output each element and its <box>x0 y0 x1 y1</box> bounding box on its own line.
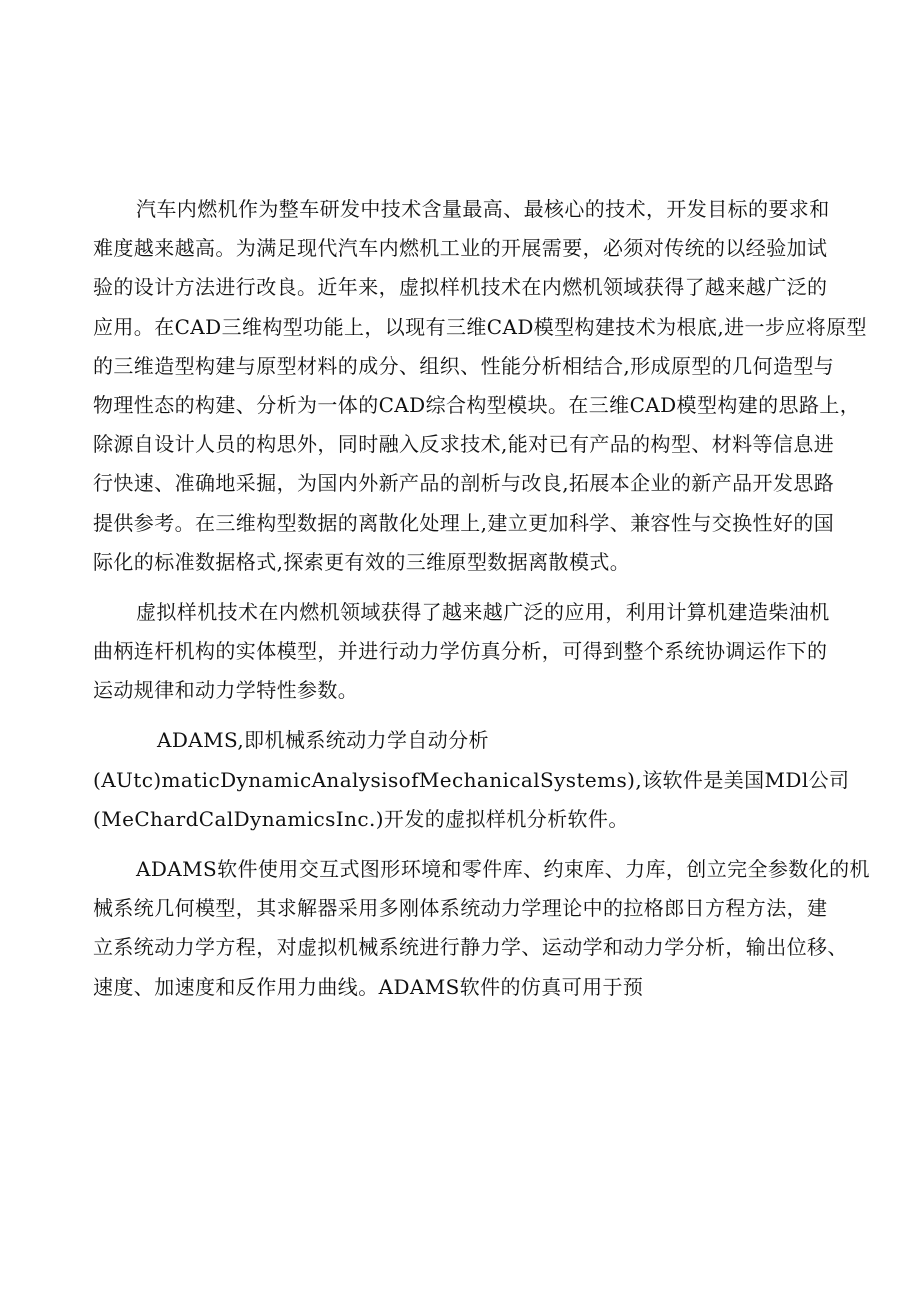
paragraph-1 <box>93 190 867 582</box>
paragraph-line: 汽车内燃机作为整车研发中技术含量最高、最核心的技术，开发目标的要求和 <box>136 197 830 221</box>
paragraph-2 <box>93 593 833 711</box>
paragraph-line: (MeChardCalDynamicsInc.)开发的虚拟样机分析软件。 <box>93 806 629 831</box>
paragraph-line: 应用。在CAD三维构型功能上，以现有三维CAD模型构建技术为根底,进一步应将原型 <box>93 314 867 339</box>
paragraph-line: 提供参考。在三维构型数据的离散化处理上,建立更加科学、兼容性与交换性好的国 <box>93 510 835 535</box>
paragraph-spacer <box>93 710 833 721</box>
document-body <box>93 190 870 1007</box>
paragraph-line: ADAMS软件使用交互式图形环境和零件库、约束库、力库，创立完全参数化的机 <box>136 857 870 881</box>
paragraph-line: 的三维造型构建与原型材料的成分、组织、性能分析相结合,形成原型的几何造型与 <box>93 353 835 378</box>
paragraph-line: 运动规律和动力学特性参数。 <box>93 678 359 703</box>
paragraph-4 <box>93 850 870 1007</box>
paragraph-line: 验的设计方法进行改良。近年来，虚拟样机技术在内燃机领域获得了越来越广泛的 <box>93 275 828 300</box>
paragraph-line: 除源自设计人员的构思外，同时融入反求技术,能对已有产品的构型、材料等信息进 <box>93 432 835 457</box>
paragraph-line: 曲柄连杆机构的实体模型，并进行动力学仿真分析，可得到整个系统协调运作下的 <box>93 639 828 664</box>
paragraph-spacer <box>93 582 833 593</box>
paragraph-line: 难度越来越高。为满足现代汽车内燃机工业的开展需要，必须对传统的以经验加试 <box>93 236 828 261</box>
paragraph-spacer <box>93 839 833 850</box>
paragraph-line: 立系统动力学方程，对虚拟机械系统进行静力学、运动学和动力学分析，输出位移、 <box>93 935 848 960</box>
paragraph-line: ADAMS,即机械系统动力学自动分析 <box>157 728 489 753</box>
paragraph-line: 行快速、准确地采掘，为国内外新产品的剖析与改良,拓展本企业的新产品开发思路 <box>93 471 835 496</box>
paragraph-line: 速度、加速度和反作用力曲线。ADAMS软件的仿真可用于预 <box>93 974 644 999</box>
paragraph-line: (AUtc)maticDynamicAnalysisofMechanicalSystems),该软件是美国MDl公司 <box>93 767 850 792</box>
paragraph-3 <box>93 721 850 839</box>
paragraph-line: 械系统几何模型，其求解器采用多刚体系统动力学理论中的拉格郎日方程方法，建 <box>93 896 828 921</box>
paragraph-line: 虚拟样机技术在内燃机领域获得了越来越广泛的应用，利用计算机建造柴油机 <box>136 599 830 624</box>
paragraph-line: 际化的标准数据格式,探索更有效的三维原型数据离散模式。 <box>93 549 631 574</box>
paragraph-line: 物理性态的构建、分析为一体的CAD综合构型模块。在三维CAD模型构建的思路上， <box>93 392 861 417</box>
